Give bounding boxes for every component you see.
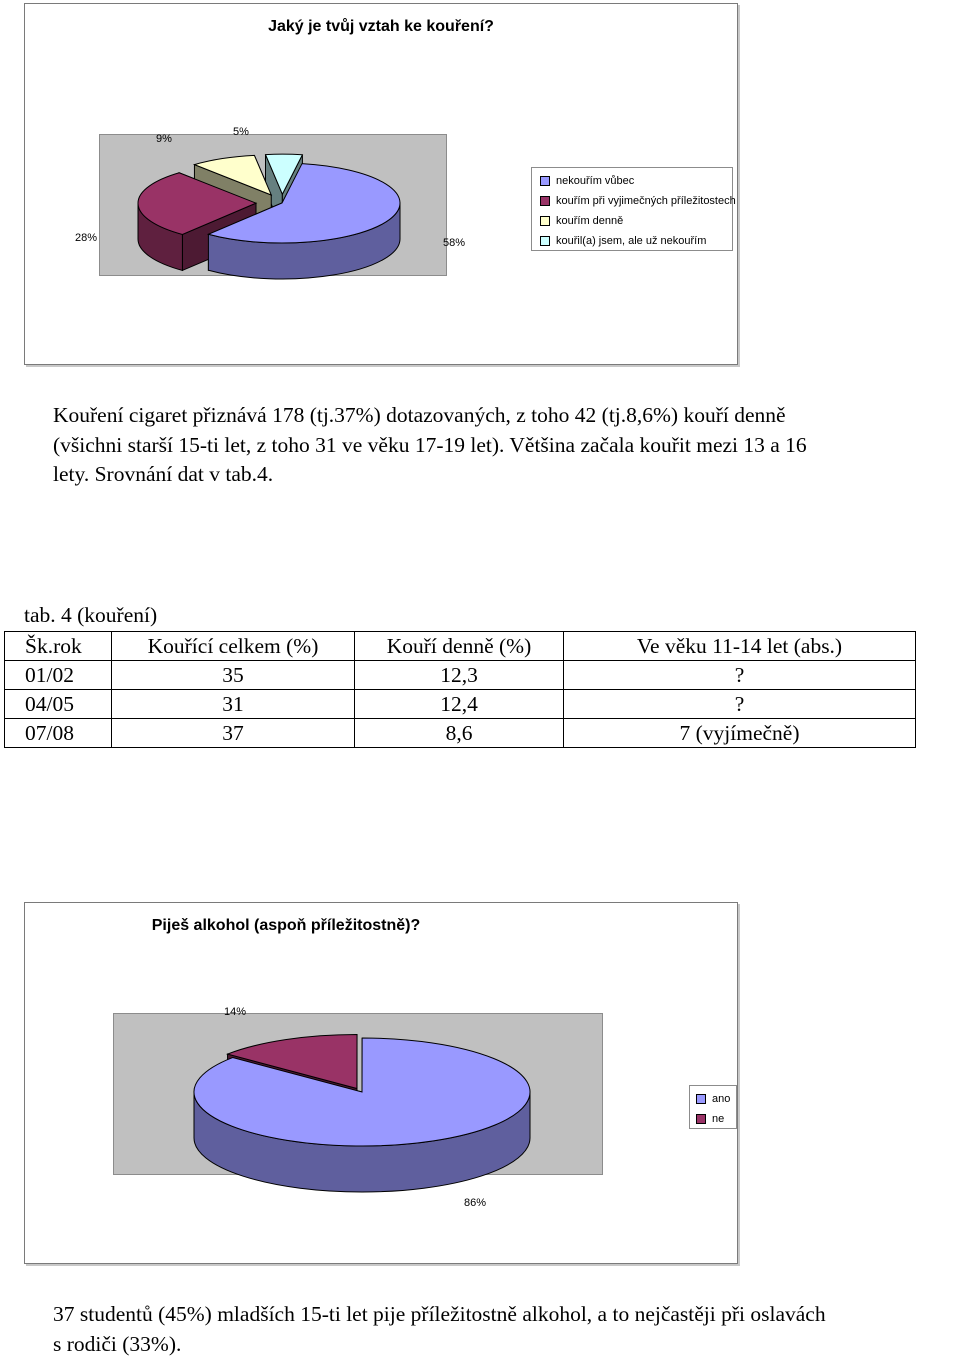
legend-item — [540, 171, 726, 191]
table-cell: 12,3 — [355, 661, 564, 690]
smoking-table — [4, 631, 916, 748]
table-cell: 7 (vyjímečně) — [564, 719, 916, 748]
table-row — [5, 719, 916, 748]
smoking-chart-title: Jaký je tvůj vztah ke kouření? — [268, 18, 494, 35]
table-cell: ? — [564, 690, 916, 719]
smoking-summary-paragraph — [53, 401, 960, 490]
table-row — [5, 690, 916, 719]
paragraph-line: Kouření cigaret přiznává 178 (tj.37%) dotazovaných, z toho 42 (tj.8,6%) kouří denně — [53, 403, 786, 427]
alcohol-pie — [114, 1014, 602, 1174]
table-header-cell: Šk.rok — [5, 632, 112, 661]
legend-item — [540, 231, 726, 251]
table-cell: 12,4 — [355, 690, 564, 719]
legend-label: kouřil(a) jsem, ale už nekouřím — [556, 235, 707, 247]
paragraph-line: lety. Srovnání dat v tab.4. — [53, 462, 274, 486]
table-cell: 01/02 — [5, 661, 112, 690]
alcohol-label-ano: 86% — [463, 1197, 487, 1209]
smoking-chart — [24, 3, 738, 365]
table-cell: ? — [564, 661, 916, 690]
smoking-legend — [531, 167, 736, 251]
table-cell: 31 — [112, 690, 355, 719]
alcohol-plot-area — [113, 1013, 603, 1175]
paragraph-line: 37 studentů (45%) mladších 15-ti let pije příležitostně alkohol, a to nejčastěji při oslavách — [53, 1302, 826, 1326]
table-row — [5, 661, 916, 690]
legend-swatch — [540, 176, 550, 186]
legend-swatch — [540, 196, 550, 206]
smoking-label-byvaly: 5% — [233, 126, 249, 138]
alcohol-legend — [689, 1085, 737, 1129]
table-cell: 37 — [112, 719, 355, 748]
legend-label: ne — [712, 1113, 725, 1125]
paragraph-line: (všichni starší 15-ti let, z toho 31 ve věku 17-19 let). Většina začala kouřit mezi 13 a 16 — [53, 432, 807, 457]
legend-swatch — [540, 216, 550, 226]
legend-swatch — [696, 1114, 706, 1124]
alcohol-summary-paragraph — [53, 1300, 960, 1359]
table-header-cell: Kouří denně (%) — [355, 632, 564, 661]
alcohol-chart-title: Piješ alkohol (aspoň příležitostně)? — [151, 917, 421, 934]
smoking-plot-area — [99, 134, 447, 276]
legend-label: kouřím při vyjimečných příležitostech — [556, 195, 736, 207]
legend-item — [540, 191, 736, 211]
table-header-row — [5, 632, 916, 661]
table-header-cell: Ve věku 11-14 let (abs.) — [564, 632, 916, 661]
legend-label: ano — [712, 1093, 731, 1105]
legend-item — [696, 1089, 730, 1109]
table-cell: 35 — [112, 661, 355, 690]
smoking-pie — [100, 135, 446, 275]
smoking-label-vyjimecne: 28% — [74, 232, 98, 244]
table-header-cell: Kouřící celkem (%) — [112, 632, 355, 661]
alcohol-label-ne: 14% — [223, 1006, 247, 1018]
legend-label: nekouřím vůbec — [556, 175, 635, 187]
legend-item — [696, 1109, 730, 1129]
smoking-label-nekourim: 58% — [442, 237, 466, 249]
legend-swatch — [696, 1094, 706, 1104]
table-cell: 8,6 — [355, 719, 564, 748]
table-cell: 04/05 — [5, 690, 112, 719]
smoking-label-denne: 9% — [156, 133, 172, 145]
table-caption: tab. 4 (kouření) — [24, 603, 158, 627]
legend-item — [540, 211, 726, 231]
table-cell: 07/08 — [5, 719, 112, 748]
legend-label: kouřím denně — [556, 215, 624, 227]
alcohol-chart — [24, 902, 738, 1264]
legend-swatch — [540, 236, 550, 246]
paragraph-line: s rodiči (33%). — [53, 1331, 182, 1356]
